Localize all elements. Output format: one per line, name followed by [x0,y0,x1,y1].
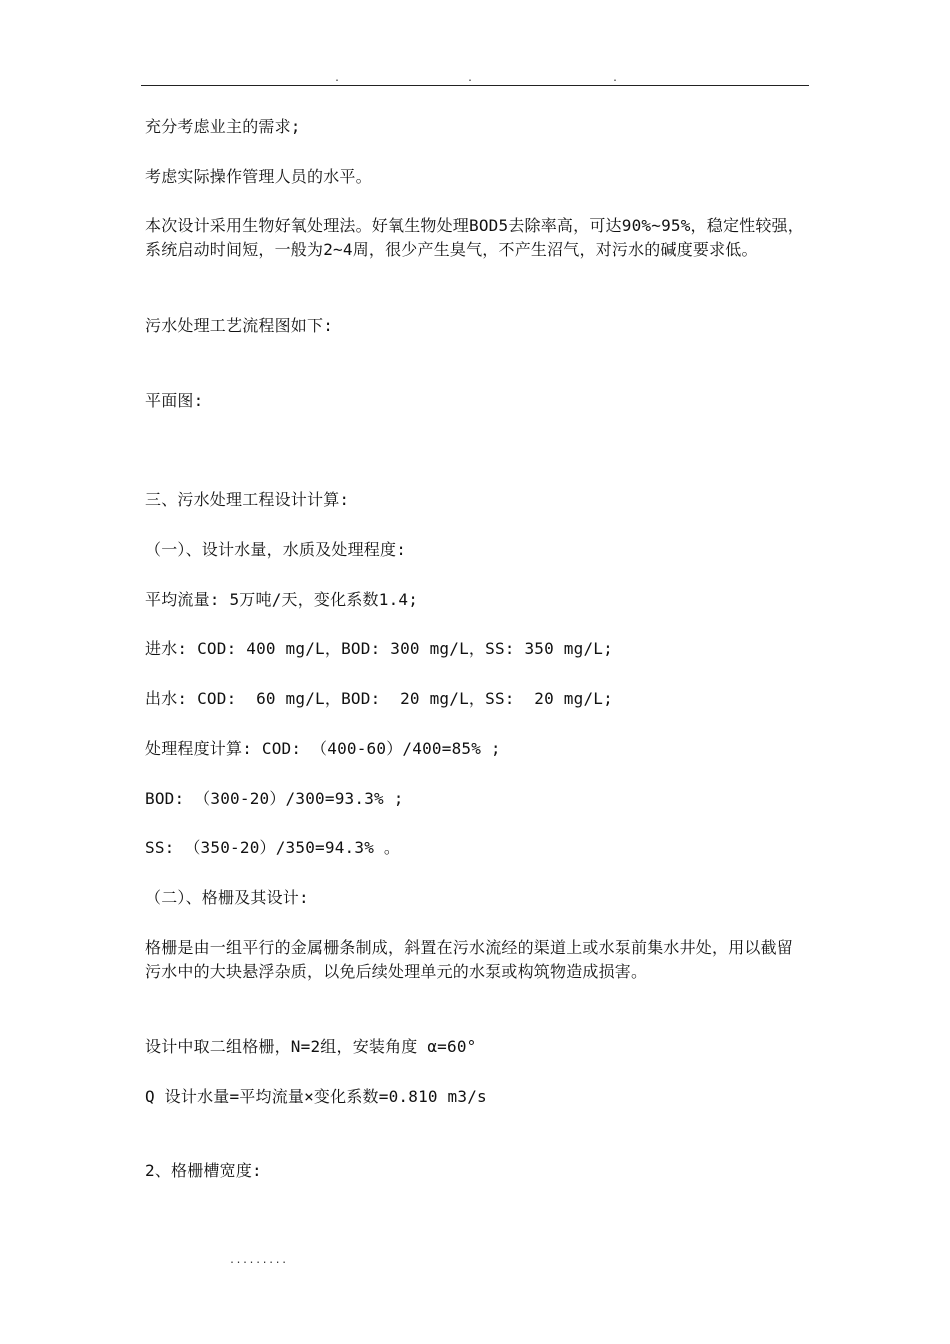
paragraph-plan-caption: 平面图: [145,391,204,410]
paragraph-influent: 进水: COD: 400 mg/L，BOD: 300 mg/L，SS: 350 mg/L; [145,639,613,658]
paragraph-screen-groups: 设计中取二组格栅，N=2组，安装角度 α=60° [145,1037,477,1056]
paragraph-bod-removal: BOD: （300-20）/300=93.3% ; [145,789,404,808]
footer-dots: ......... [229,1255,288,1266]
header-dot: . [467,73,474,84]
header-dot: . [612,73,619,84]
paragraph-operator-level: 考虑实际操作管理人员的水平。 [145,167,372,186]
paragraph-cod-removal: 处理程度计算: COD: （400-60）/400=85% ; [145,739,501,758]
header-dot: . [334,73,341,84]
paragraph-screen-description: 格栅是由一组平行的金属栅条制成，斜置在污水流经的渠道上或水泵前集水井处，用以截留污水中的大块悬浮杂质，以免后续处理单元的水泵或构筑物造成损害。 [145,938,794,981]
subsection-heading-screen: （二）、格栅及其设计: [145,888,309,907]
paragraph-average-flow: 平均流量: 5万吨/天，变化系数1.4; [145,590,419,609]
header-rule [141,85,809,86]
subsection-heading-water-quality: （一）、设计水量，水质及处理程度: [145,540,407,559]
section-heading-calculation: 三、污水处理工程设计计算: [145,490,350,509]
paragraph-aerobic-method: 本次设计采用生物好氧处理法。好氧生物处理BOD5去除率高，可达90%~95%，稳定性较强，系统启动时间短，一般为2~4周，很少产生臭气，不产生沼气，对污水的碱度要求低。 [145,216,804,259]
paragraph-effluent: 出水: COD: 60 mg/L，BOD: 20 mg/L，SS: 20 mg/L; [145,689,613,708]
paragraph-design-flow: Q 设计水量=平均流量×变化系数=0.810 m3/s [145,1087,487,1106]
paragraph-owner-needs: 充分考虑业主的需求; [145,117,301,136]
paragraph-flowchart-caption: 污水处理工艺流程图如下: [145,316,334,335]
heading-screen-channel-width: 2、格栅槽宽度: [145,1161,262,1180]
paragraph-ss-removal: SS: （350-20）/350=94.3% 。 [145,838,401,857]
